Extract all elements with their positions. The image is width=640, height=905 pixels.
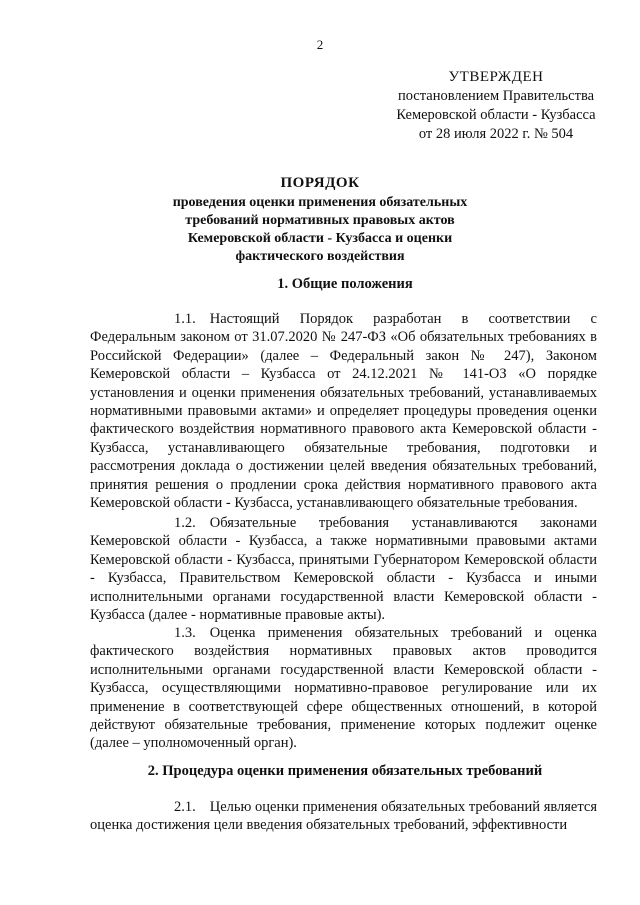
approval-heading: УТВЕРЖДЕН xyxy=(448,69,544,85)
section-heading: 2. Процедура оценки применения обязательных требований xyxy=(147,763,543,779)
approval-line: постановлением Правительства xyxy=(397,88,595,104)
title-line: Кемеровской области - Кузбасса и оценки xyxy=(187,231,453,246)
title-line: требований нормативных правовых актов xyxy=(185,213,455,228)
paragraph-2-1 xyxy=(90,798,597,835)
paragraph-number: 1.2. xyxy=(174,515,196,531)
paragraph-number: 1.3. xyxy=(174,625,196,641)
paragraph-text: Настоящий Порядок разработан в соответствии с Федеральным законом от 31.07.2020 № 247-ФЗ «Об обязательных требованиях в Российской Федерации» (далее – Федеральный закон № 247), Законом Кемеровской области – Кузбасса от 24.12.2021 № 141-ОЗ «О порядке установления и оценки применения обязательных требований, устанавливаемых нормативными правовыми актами» и определяет процедуры проведения оценки фактического воздействия нормативного правового акта Кемеровской области - Кузбасса, устанавливающего обязательные требования, подготовки и рассмотрения доклада о достижении целей введения обязательных требований, принятия решения о продлении срока действия нормативного правового акта Кемеровской области - Кузбасса, устанавливающего обязательные требования. xyxy=(90,311,597,512)
paragraph-number: 2.1. xyxy=(174,799,196,815)
approval-line: от 28 июля 2022 г. № 504 xyxy=(418,126,574,142)
document-title xyxy=(140,174,500,266)
approval-stamp xyxy=(380,68,612,144)
paragraph-text: Оценка применения обязательных требований и оценка фактического воздействия нормативных правовых актов проводится исполнительными органами государственной власти Кемеровской области - Кузбасса, осуществляющими нормативно-правовое регулирование или их применение в соответствующей сфере общественных отношений, в которой действуют обязательные требования, применение которых подлежит оценке (далее – уполномоченный орган). xyxy=(90,625,597,752)
page-number: 2 xyxy=(316,37,324,52)
title-line: проведения оценки применения обязательных xyxy=(172,195,468,210)
paragraph-1-1 xyxy=(90,310,597,512)
title-main: ПОРЯДОК xyxy=(280,175,360,191)
approval-line: Кемеровской области - Кузбасса xyxy=(396,107,596,123)
paragraph-number: 1.1. xyxy=(174,311,196,327)
title-line: фактического воздействия xyxy=(235,249,405,264)
paragraph-text: Целью оценки применения обязательных требований является оценка достижения цели введения обязательных требований, эффективности xyxy=(90,799,597,834)
paragraph-text: Обязательные требования устанавливаются законами Кемеровской области - Кузбасса, а также нормативными правовыми актами Кемеровской области - Кузбасса, принятыми Губернатором Кемеровской области - Кузбасса, Правительством Кемеровской области - Кузбасса и иными исполнительными органами государственной власти Кемеровской области - Кузбасса (далее - нормативные правовые акты). xyxy=(90,515,597,624)
paragraph-1-2 xyxy=(90,514,597,624)
section-heading: 1. Общие положения xyxy=(277,276,413,292)
paragraph-1-3 xyxy=(90,624,597,753)
